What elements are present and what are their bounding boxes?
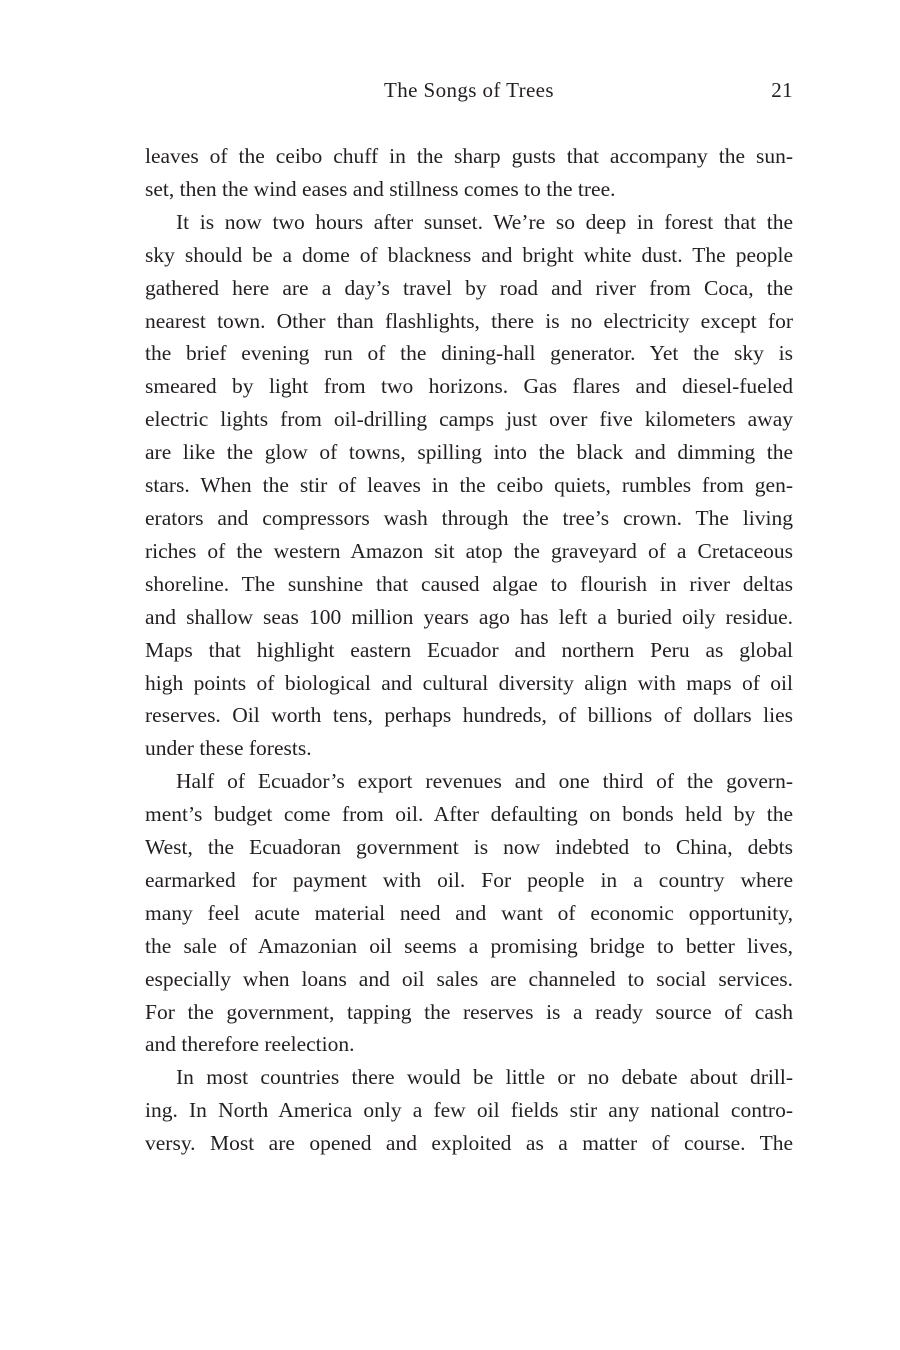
running-head (145, 78, 793, 108)
running-head-title: The Songs of Trees (384, 78, 554, 102)
text-line: sky should be a dome of blackness and bright white dust. The people (145, 242, 793, 267)
text-line: electric lights from oil-drilling camps just over five kilometers away (145, 407, 793, 432)
text-line: under these forests. (145, 736, 312, 761)
text-line: smeared by light from two horizons. Gas flares and diesel-fueled (145, 374, 793, 399)
text-line: shoreline. The sunshine that caused algae to flourish in river deltas (145, 571, 793, 596)
body-text (145, 140, 793, 1160)
text-line: ing. In North America only a few oil fields stir any national contro- (145, 1098, 793, 1123)
text-line: It is now two hours after sunset. We’re so deep in forest that the (176, 209, 793, 234)
text-line: For the government, tapping the reserves is a ready source of cash (145, 999, 793, 1024)
text-line: the sale of Amazonian oil seems a promising bridge to better lives, (145, 933, 793, 958)
text-line: nearest town. Other than flashlights, there is no electricity except for (145, 308, 793, 333)
text-line: high points of biological and cultural diversity align with maps of oil (145, 670, 793, 695)
text-line: gathered here are a day’s travel by road and river from Coca, the (145, 275, 793, 300)
text-line: reserves. Oil worth tens, perhaps hundreds, of billions of dollars lies (145, 703, 793, 728)
text-line: many feel acute material need and want of economic opportunity, (145, 900, 793, 925)
text-line: leaves of the ceibo chuff in the sharp gusts that accompany the sun- (145, 144, 793, 168)
text-line: and therefore reelection. (145, 1032, 355, 1057)
text-line: versy. Most are opened and exploited as a matter of course. The (145, 1131, 793, 1156)
text-line: and shallow seas 100 million years ago has left a buried oily residue. (145, 604, 793, 629)
text-line: are like the glow of towns, spilling into the black and dimming the (145, 440, 793, 465)
text-line: stars. When the stir of leaves in the ceibo quiets, rumbles from gen- (145, 473, 793, 498)
text-line: especially when loans and oil sales are channeled to social services. (145, 966, 793, 991)
text-line: erators and compressors wash through the tree’s crown. The living (145, 505, 793, 530)
text-line: West, the Ecuadoran government is now indebted to China, debts (145, 835, 793, 860)
text-line: set, then the wind eases and stillness comes to the tree. (145, 176, 616, 201)
text-line: earmarked for payment with oil. For people in a country where (145, 867, 793, 892)
text-line: Half of Ecuador’s export revenues and one third of the govern- (176, 769, 793, 794)
text-line: riches of the western Amazon sit atop the graveyard of a Cretaceous (145, 538, 793, 563)
text-line: In most countries there would be little or no debate about drill- (176, 1065, 793, 1090)
page-number: 21 (771, 78, 793, 102)
text-line: the brief evening run of the dining-hall generator. Yet the sky is (145, 341, 793, 366)
text-line: Maps that highlight eastern Ecuador and northern Peru as global (145, 637, 793, 662)
text-line: ment’s budget come from oil. After defaulting on bonds held by the (145, 802, 793, 827)
